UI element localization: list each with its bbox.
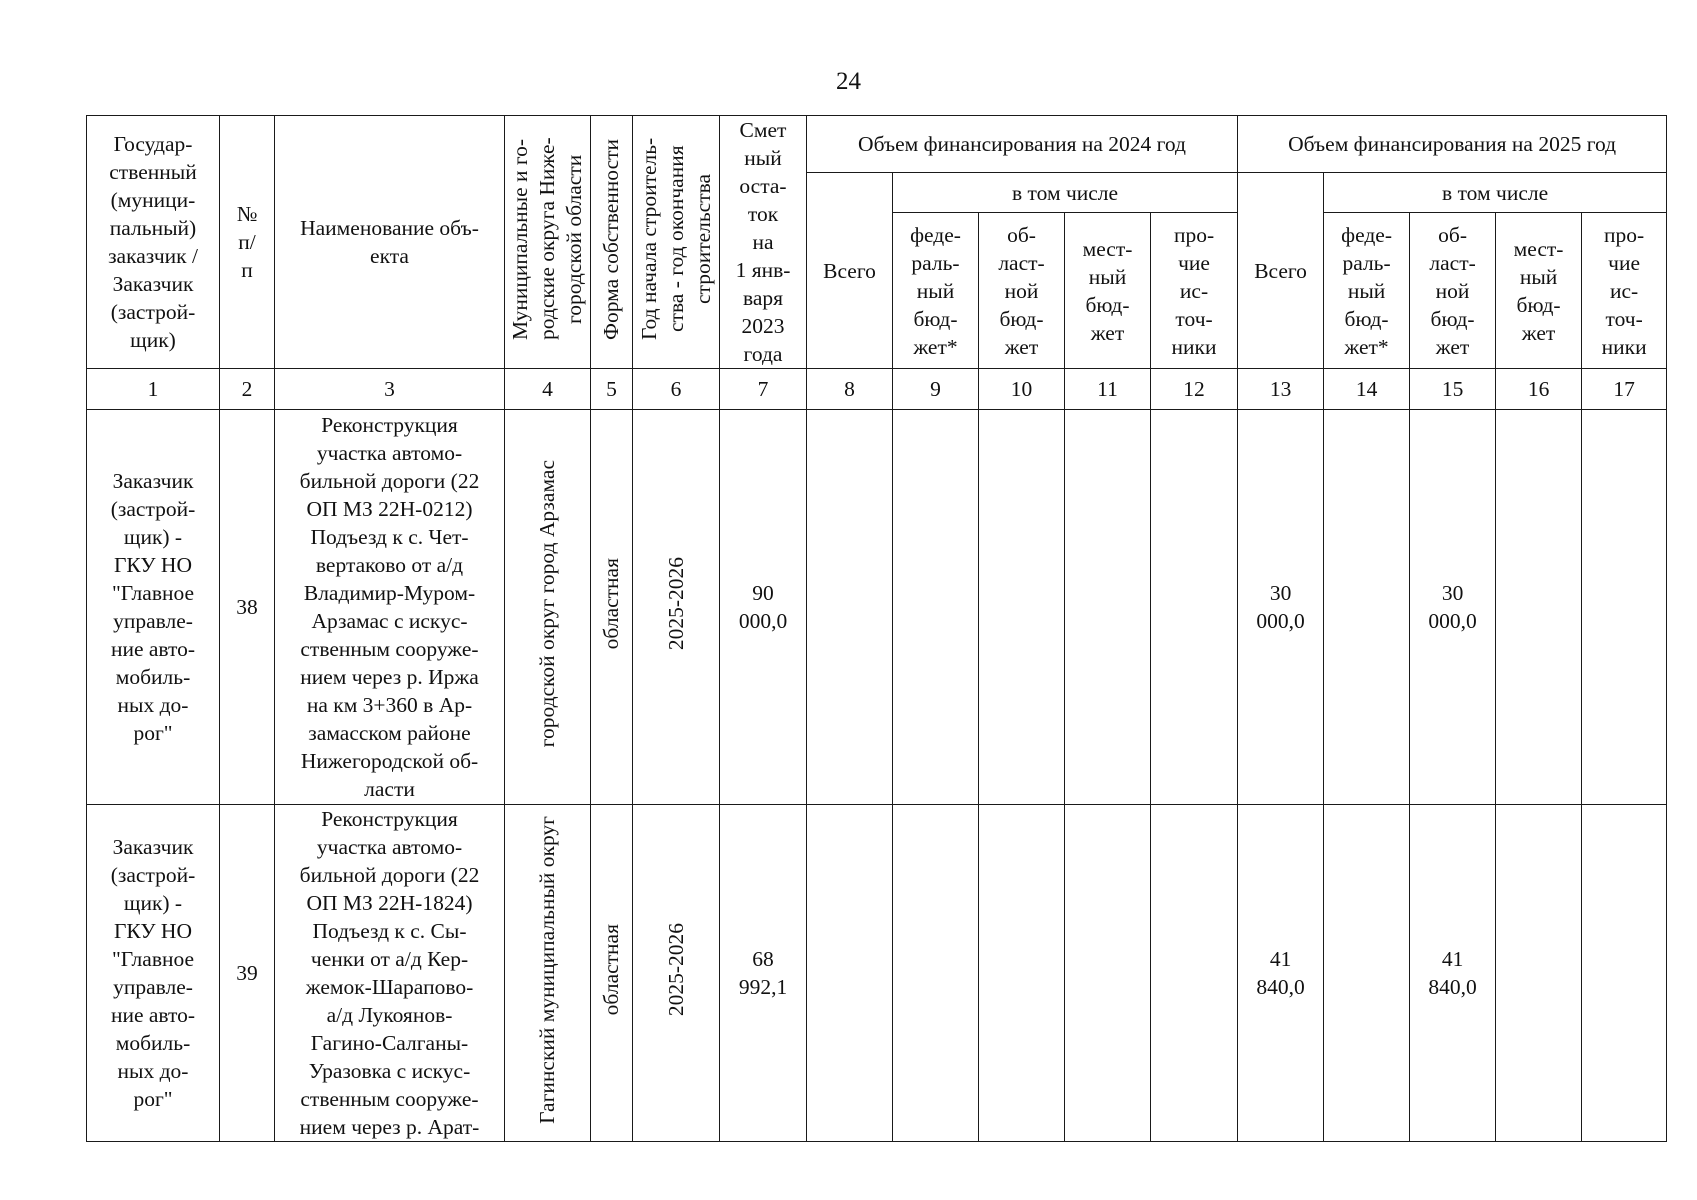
2024-federal-cell <box>893 410 979 805</box>
row-number-cell: 38 <box>220 410 275 805</box>
ownership-label: областная <box>599 923 623 1016</box>
2024-local-cell <box>1065 410 1151 805</box>
financing-table <box>86 115 1667 1142</box>
2025-regional-cell: 30 000,0 <box>1410 410 1496 805</box>
2025-total-cell: 41 840,0 <box>1238 805 1324 1142</box>
header-2024-other: про- чие ис- точ- ники <box>1151 213 1238 369</box>
years-label: 2025-2026 <box>663 922 688 1017</box>
header-balance: Смет ный оста- ток на 1 янв- варя 2023 года <box>720 116 807 369</box>
table-row <box>87 805 1667 1142</box>
2025-federal-cell <box>1324 805 1410 1142</box>
column-number: 3 <box>275 369 505 410</box>
years-cell <box>633 410 720 805</box>
ownership-cell <box>591 805 633 1142</box>
2024-local-cell <box>1065 805 1151 1142</box>
ownership-cell <box>591 410 633 805</box>
municipality-cell <box>505 805 591 1142</box>
header-group-2025: Объем финансирования на 2025 год <box>1238 116 1667 173</box>
header-municipality <box>505 116 591 369</box>
2024-other-cell <box>1151 410 1238 805</box>
column-number: 10 <box>979 369 1065 410</box>
column-number: 7 <box>720 369 807 410</box>
column-number: 13 <box>1238 369 1324 410</box>
page-number: 24 <box>836 68 861 95</box>
municipality-label: городской округ город Арзамас <box>535 459 559 748</box>
2025-federal-cell <box>1324 410 1410 805</box>
2024-other-cell <box>1151 805 1238 1142</box>
2025-other-cell <box>1582 805 1667 1142</box>
column-number: 1 <box>87 369 220 410</box>
column-number: 9 <box>893 369 979 410</box>
2024-regional-cell <box>979 410 1065 805</box>
header-customer: Государ- ственный (муници- пальный) заказчик / Заказчик (застрой- щик) <box>87 116 220 369</box>
table-row <box>87 410 1667 805</box>
row-number-cell: 39 <box>220 805 275 1142</box>
municipality-cell <box>505 410 591 805</box>
header-2024-local: мест- ный бюд- жет <box>1065 213 1151 369</box>
header-years <box>633 116 720 369</box>
column-number: 16 <box>1496 369 1582 410</box>
header-2025-other: про- чие ис- точ- ники <box>1582 213 1667 369</box>
header-years-label: Год начала строитель-ства - год окончания строительства <box>636 137 715 340</box>
customer-cell: Заказчик (застрой- щик) - ГКУ НО "Главное управле- ние авто- мобиль- ных до- рог" <box>87 805 220 1142</box>
2024-federal-cell <box>893 805 979 1142</box>
2024-total-cell <box>807 805 893 1142</box>
header-ownership-label: Форма собственности <box>599 137 623 340</box>
header-group-2024: Объем финансирования на 2024 год <box>807 116 1238 173</box>
header-2024-including: в том числе <box>893 173 1238 213</box>
object-name-cell: Реконструкция участка автомо- бильной дороги (22 ОП МЗ 22Н-0212) Подъезд к с. Чет- вертаково от а/д Владимир-Муром- Арзамас с искус- ственным сооруже- нием через р. Иржа на км 3+360 в Ар- замасском районе Нижегородской об- ласти <box>275 410 505 805</box>
2024-regional-cell <box>979 805 1065 1142</box>
ownership-label: областная <box>599 557 623 650</box>
column-number: 17 <box>1582 369 1667 410</box>
2025-local-cell <box>1496 410 1582 805</box>
2025-regional-cell: 41 840,0 <box>1410 805 1496 1142</box>
column-number: 2 <box>220 369 275 410</box>
column-number: 6 <box>633 369 720 410</box>
column-number: 11 <box>1065 369 1151 410</box>
customer-cell: Заказчик (застрой- щик) - ГКУ НО "Главное управле- ние авто- мобиль- ных до- рог" <box>87 410 220 805</box>
header-ownership <box>591 116 633 369</box>
balance-cell: 68 992,1 <box>720 805 807 1142</box>
header-2024-total: Всего <box>807 173 893 369</box>
column-number: 8 <box>807 369 893 410</box>
header-2024-federal: феде- раль- ный бюд- жет* <box>893 213 979 369</box>
header-2025-regional: об- ласт- ной бюд- жет <box>1410 213 1496 369</box>
column-number: 14 <box>1324 369 1410 410</box>
header-2024-regional: об- ласт- ной бюд- жет <box>979 213 1065 369</box>
municipality-label: Гагинский муниципальный округ <box>535 815 559 1124</box>
2025-total-cell: 30 000,0 <box>1238 410 1324 805</box>
object-name-cell: Реконструкция участка автомо- бильной дороги (22 ОП МЗ 22Н-1824) Подъезд к с. Сы- ченки от а/д Кер- жемок-Шарапово- а/д Лукоянов- Гагино-Салганы- Уразовка с искус- ственным сооруже- нием через р. Арат- <box>275 805 505 1142</box>
column-number: 4 <box>505 369 591 410</box>
column-number: 15 <box>1410 369 1496 410</box>
column-number: 12 <box>1151 369 1238 410</box>
years-cell <box>633 805 720 1142</box>
column-number-row <box>87 369 1667 410</box>
2024-total-cell <box>807 410 893 805</box>
2025-other-cell <box>1582 410 1667 805</box>
column-number: 5 <box>591 369 633 410</box>
header-2025-including: в том числе <box>1324 173 1667 213</box>
balance-cell: 90 000,0 <box>720 410 807 805</box>
header-object-name: Наименование объ- екта <box>275 116 505 369</box>
header-2025-total: Всего <box>1238 173 1324 369</box>
header-2025-federal: феде- раль- ный бюд- жет* <box>1324 213 1410 369</box>
header-2025-local: мест- ный бюд- жет <box>1496 213 1582 369</box>
header-municipality-label: Муниципальные и го-родские округа Ниже-городской области <box>508 137 586 340</box>
2025-local-cell <box>1496 805 1582 1142</box>
header-number: № п/ п <box>220 116 275 369</box>
years-label: 2025-2026 <box>663 556 688 651</box>
